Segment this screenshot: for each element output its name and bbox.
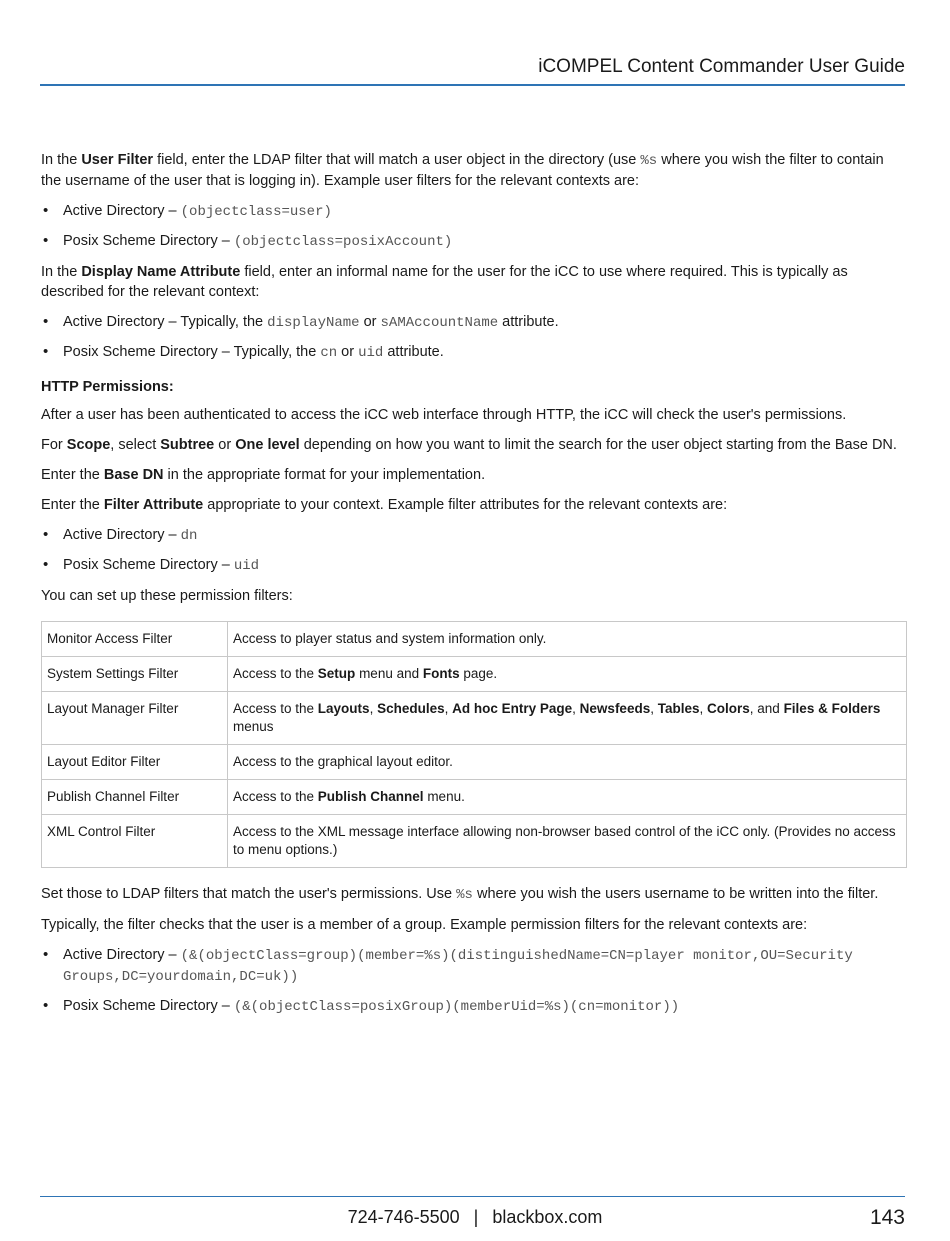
text: Access to the: [233, 701, 318, 716]
text: Posix Scheme Directory –: [63, 233, 234, 249]
menu-term: Publish Channel: [317, 789, 424, 804]
display-name-term: Display Name Attribute: [81, 264, 241, 280]
text: appropriate to your context. Example filter attributes for the relevant contexts are:: [203, 497, 728, 513]
text: menu and: [355, 666, 423, 681]
header-divider: [40, 84, 905, 86]
filter-description-cell: [228, 657, 907, 692]
menu-term: Fonts: [422, 666, 460, 681]
text: Enter the: [41, 467, 104, 483]
http-auth-paragraph: After a user has been authenticated to access the iCC web interface through HTTP, the iCC will check the user's permissions.: [41, 407, 847, 423]
code-snippet: displayName: [267, 315, 360, 331]
display-name-paragraph: [41, 262, 907, 302]
list-item: [41, 342, 907, 363]
table-row: [42, 657, 907, 692]
table-row: [42, 780, 907, 815]
text: Active Directory –: [63, 203, 181, 219]
menu-term: Files & Folders: [783, 701, 881, 716]
table-row: [42, 815, 907, 868]
text: For: [41, 437, 67, 453]
text: where you wish the users username to be written into the filter.: [472, 886, 879, 902]
filter-description-cell: Access to the graphical layout editor.: [228, 745, 907, 780]
code-snippet: sAMAccountName: [380, 315, 499, 331]
menu-term: Tables: [657, 701, 700, 716]
text: menus: [233, 719, 274, 734]
text: ,: [650, 701, 658, 716]
code-snippet: uid: [358, 345, 384, 361]
filter-name-cell: Publish Channel Filter: [42, 780, 228, 815]
table-row: [42, 622, 907, 657]
page-body: [41, 150, 907, 1027]
filter-name-cell: System Settings Filter: [42, 657, 228, 692]
user-filter-examples: [41, 201, 907, 252]
user-filter-term: User Filter: [81, 152, 154, 168]
filter-name-cell: Layout Editor Filter: [42, 745, 228, 780]
page-number: 143: [869, 1206, 905, 1229]
text: In the: [41, 264, 82, 280]
text: field, enter the LDAP filter that will match a user object in the directory (use: [153, 152, 641, 168]
text: attribute.: [498, 314, 559, 330]
website-link[interactable]: blackbox.com: [492, 1207, 603, 1227]
text: depending on how you want to limit the search for the user object starting from the Base DN.: [299, 437, 897, 453]
text: field, enter an informal name for the user for the iCC to use where required. This is typically as described for the relevant context:: [41, 264, 848, 300]
text: Active Directory –: [63, 947, 181, 963]
text: Active Directory – Typically, the: [63, 314, 268, 330]
list-item: [41, 312, 907, 333]
code-snippet: uid: [233, 558, 260, 574]
filter-attribute-paragraph: [41, 495, 907, 515]
text: or: [337, 344, 359, 360]
text: or: [214, 437, 236, 453]
text: , and: [749, 701, 784, 716]
text: Access to the: [233, 666, 318, 681]
menu-term: Layouts: [317, 701, 370, 716]
text: menu.: [423, 789, 465, 804]
permission-filters-table: [41, 621, 907, 868]
menu-term: Colors: [707, 701, 750, 716]
menu-term: Ad hoc Entry Page: [452, 701, 573, 716]
code-snippet: (objectclass=user): [180, 204, 332, 220]
page-header-title: iCOMPEL Content Commander User Guide: [538, 56, 905, 77]
text: ,: [572, 701, 580, 716]
list-item: [41, 555, 907, 576]
permission-filter-examples: [41, 945, 907, 1017]
menu-term: Newsfeeds: [579, 701, 651, 716]
filter-description-cell: Access to player status and system information only.: [228, 622, 907, 657]
list-item: [41, 996, 907, 1017]
text: page.: [459, 666, 498, 681]
user-filter-paragraph: [41, 150, 907, 191]
list-item: [41, 231, 907, 252]
group-membership-paragraph: Typically, the filter checks that the user is a member of a group. Example permission filters for the relevant contexts are:: [41, 917, 808, 933]
text: Posix Scheme Directory –: [63, 557, 234, 573]
filter-name-cell: XML Control Filter: [42, 815, 228, 868]
text: where you wish the filter to contain the username of the user that is logging in). Example user filters for the relevant contexts are:: [41, 152, 884, 189]
text: ,: [699, 701, 708, 716]
scope-paragraph: [41, 435, 907, 455]
code-snippet: cn: [320, 345, 338, 361]
text: ,: [369, 701, 378, 716]
subtree-term: Subtree: [160, 437, 215, 453]
filter-description-cell: Access to the XML message interface allowing non-browser based control of the iCC only. (Provides no access to menu options.): [228, 815, 907, 868]
text: Access to the: [233, 789, 318, 804]
ldap-filters-paragraph: [41, 884, 907, 905]
text: ,: [444, 701, 453, 716]
permission-filters-intro: You can set up these permission filters:: [41, 588, 293, 604]
text: In the: [41, 152, 82, 168]
filter-name-cell: Monitor Access Filter: [42, 622, 228, 657]
menu-term: Schedules: [377, 701, 445, 716]
text: Set those to LDAP filters that match the user's permissions. Use: [41, 886, 457, 902]
text: , select: [110, 437, 161, 453]
display-name-examples: [41, 312, 907, 363]
list-item: [41, 945, 907, 987]
text: Posix Scheme Directory – Typically, the: [63, 344, 321, 360]
code-snippet: dn: [180, 528, 198, 544]
text: Active Directory –: [63, 527, 181, 543]
footer-contact: [0, 1207, 950, 1228]
filter-name-cell: Layout Manager Filter: [42, 692, 228, 745]
scope-term: Scope: [66, 437, 111, 453]
footer-divider: [40, 1196, 905, 1197]
footer-separator: |: [473, 1207, 479, 1227]
text: or: [359, 314, 381, 330]
table-row: [42, 745, 907, 780]
code-snippet: (objectclass=posixAccount): [233, 234, 453, 250]
text: in the appropriate format for your implementation.: [163, 467, 486, 483]
filter-description-cell: [228, 780, 907, 815]
code-snippet: (&(objectClass=posixGroup)(memberUid=%s)(cn=monitor)): [233, 999, 680, 1015]
base-dn-paragraph: [41, 465, 907, 485]
phone-number: 724-746-5500: [347, 1207, 460, 1227]
filter-attribute-examples: [41, 525, 907, 576]
base-dn-term: Base DN: [103, 467, 164, 483]
text: Posix Scheme Directory –: [63, 998, 234, 1014]
list-item: [41, 201, 907, 222]
text: Enter the: [41, 497, 104, 513]
menu-term: Setup: [317, 666, 356, 681]
code-snippet: (&(objectClass=group)(member=%s)(distinguishedName=CN=player monitor,OU=Security Groups,DC=yourdomain,DC=uk)): [63, 948, 853, 985]
code-snippet: %s: [640, 153, 658, 169]
http-permissions-heading: HTTP Permissions:: [41, 379, 174, 395]
text: attribute.: [383, 344, 444, 360]
one-level-term: One level: [235, 437, 300, 453]
filter-description-cell: [228, 692, 907, 745]
table-row: [42, 692, 907, 745]
code-snippet: %s: [456, 887, 473, 903]
list-item: [41, 525, 907, 546]
filter-attribute-term: Filter Attribute: [103, 497, 204, 513]
